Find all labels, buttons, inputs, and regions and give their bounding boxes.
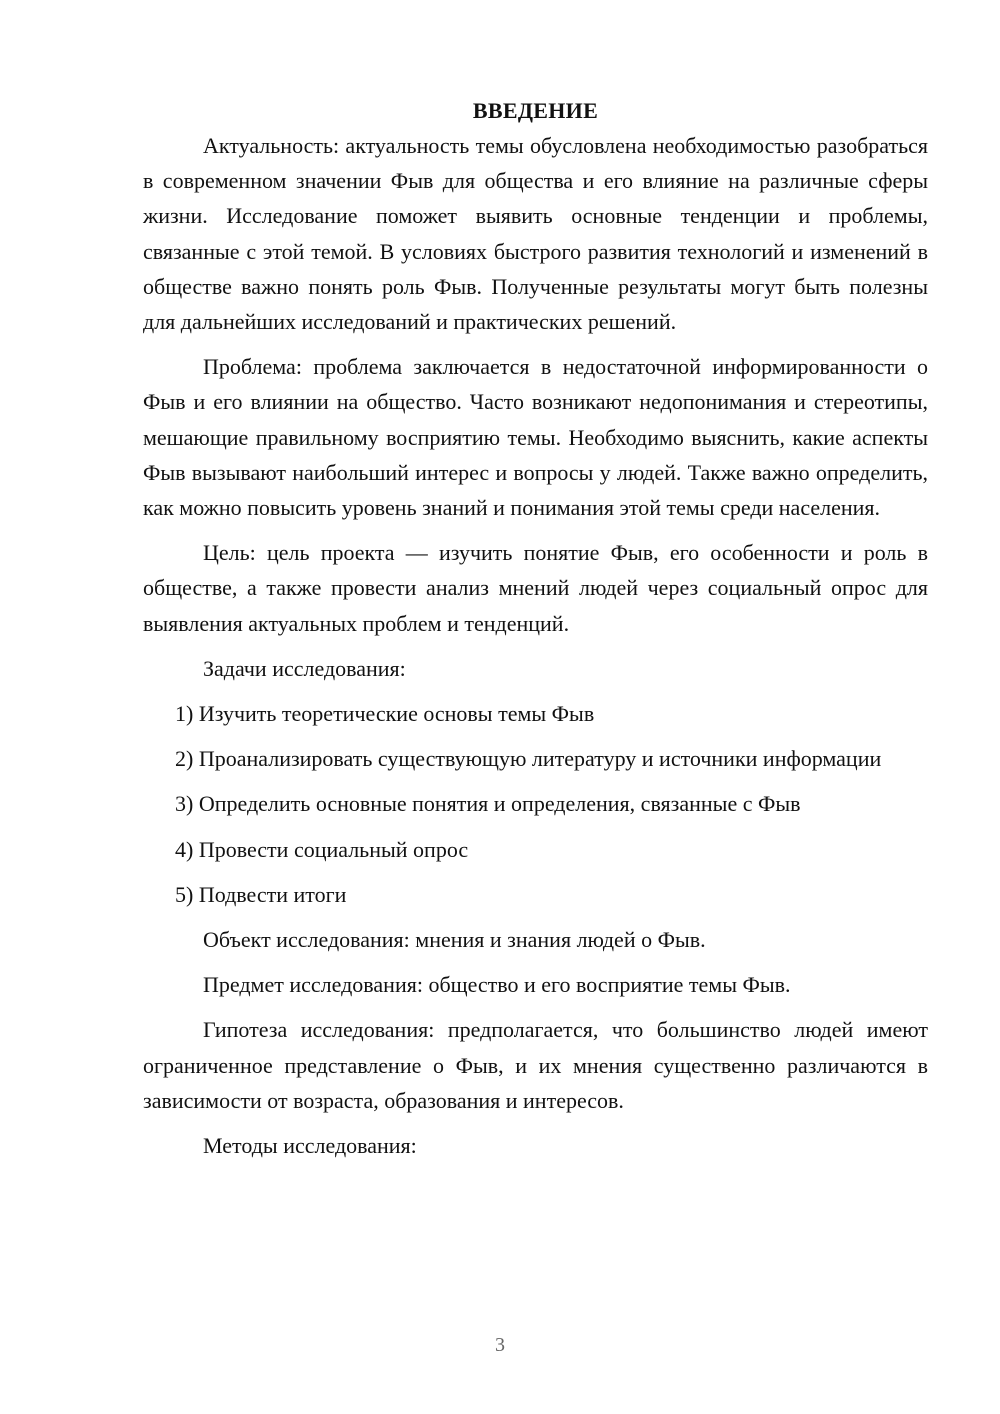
section-title: ВВЕДЕНИЕ bbox=[472, 98, 599, 123]
goal-paragraph: Цель: цель проекта — изучить понятие Фыв, его особенности и роль в обществе, а также провести анализ мнений людей через социальный опрос для выявления актуальных проблем и тенденций. bbox=[143, 540, 928, 636]
methods-heading: Методы исследования: bbox=[203, 1133, 417, 1159]
problem-paragraph: Проблема: проблема заключается в недостаточной информированности о Фыв и его влиянии на общество. Часто возникают недопонимания и стереотипы, мешающие правильному восприятию темы. Необходимо выяснить, какие аспекты Фыв вызывают наибольший интерес и вопросы у людей. Также важно определить, как можно повысить уровень знаний и понимания этой темы среди населения. bbox=[143, 354, 928, 521]
tasks-list bbox=[143, 696, 928, 912]
subject-paragraph: Предмет исследования: общество и его восприятие темы Фыв. bbox=[203, 972, 791, 998]
tasks-heading: Задачи исследования: bbox=[203, 655, 406, 681]
hypothesis-paragraph: Гипотеза исследования: предполагается, что большинство людей имеют ограниченное представление о Фыв, и их мнения существенно различаются в зависимости от возраста, образования и интересов. bbox=[143, 1017, 928, 1113]
object-paragraph: Объект исследования: мнения и знания людей о Фыв. bbox=[203, 927, 706, 953]
task-item: 2) Проанализировать существующую литературу и источники информации bbox=[175, 746, 882, 772]
task-item: 1) Изучить теоретические основы темы Фыв bbox=[175, 701, 595, 727]
actuality-paragraph: Актуальность: актуальность темы обусловлена необходимостью разобраться в современном значении Фыв для общества и его влияние на различные сферы жизни. Исследование поможет выявить основные тенденции и проблемы, связанные с этой темой. В условиях быстрого развития технологий и изменений в обществе важно понять роль Фыв. Полученные результаты могут быть полезны для дальнейших исследований и практических решений. bbox=[143, 133, 928, 335]
task-item: 5) Подвести итоги bbox=[175, 881, 347, 907]
task-item: 3) Определить основные понятия и определения, связанные с Фыв bbox=[175, 791, 801, 817]
page-number: 3 bbox=[495, 1334, 505, 1356]
page-content bbox=[143, 96, 928, 1173]
task-item: 4) Провести социальный опрос bbox=[175, 836, 469, 862]
